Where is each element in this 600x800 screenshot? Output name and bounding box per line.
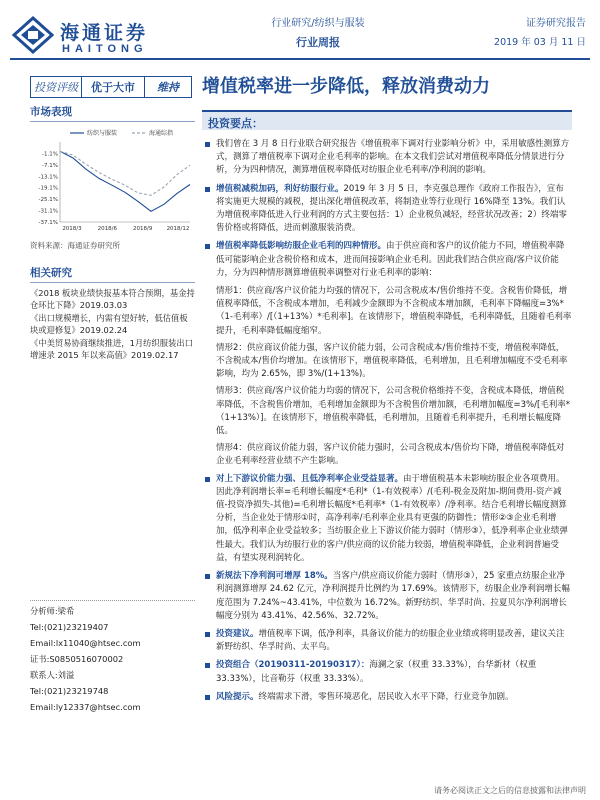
para-intro: 我们曾在 3 月 8 日行业联合研究报告《增值税率下调对行业影响分析》中，采用敏感性测算方式，测算了增值税率下调对企业毛利率的影响。在本文我们尝试对增值税率降低分情景进行分析，分为四种情况，测算增值税率降低对纺服企业毛利率/净利润的影响。 [202, 138, 572, 178]
y-tick-label: -25.1% [38, 197, 58, 204]
rating-value: 优于大市 [82, 77, 145, 97]
logo-english-name: HAITONG [62, 43, 148, 55]
investment-rating-box [30, 76, 192, 98]
report-category: 行业研究/纺织与服装 [271, 18, 365, 29]
related-item[interactable]: 《2018 板块业绩快报基本符合预期，基金持仓环比下降》2019.03.03 [30, 288, 195, 310]
para-net-profit: 对上下游议价能力强、且低净利率企业受益显著。由于增值税基本未影响纺服企业各项费用。因此净利润增长率=毛利增长幅度*毛利*（1-有效税率）/(毛利-税金及附加-期间费用-资产减值-投资净损失-其他)=毛利增长幅度*毛利率*（1-有效税率）/净利率。结合毛利增长幅度测算分析，当企业处于情形①时，高净利率/毛利率企业具有更强的防御性；情形②③企业毛利增加，低净利率企业受益较多；当纺服企业上下游议价能力弱时（情形③），低净利率企业业绩弹性最大。我们认为纺服行业的客户/供应商的议价能力较弱，增值税率降低，企业利润普遍受益，有望实现利润转化。 [202, 473, 572, 565]
report-type: 行业周报 [296, 36, 340, 49]
analyst-info [30, 600, 195, 715]
y-tick-label: -19.1% [38, 185, 58, 192]
related-heading: 相关研究 [30, 265, 195, 283]
market-chart-svg [30, 126, 195, 236]
y-tick-label: -13.1% [38, 174, 58, 181]
para-new-rule: 新规法下净利润可增厚 18%。当客户/供应商议价能力弱时（情形③），25 家重点纺服企业净利润测算增厚 24.62 亿元，净利润提升比例约为 17.69%。该情形下，纺服企业净利润增长幅度范围为 7.24%~43.41%，中位数为 16.72%。新野纺织、华孚时尚、拉夏贝尔净利润增长幅度分别为 43.41%、42.56%、32.72%。 [202, 570, 572, 623]
para-vat-cut: 增值税减税加码，利好纺服行业。2019 年 3 月 5 日，李克强总理作《政府工作报告》，宣布将实施更大规模的减税，提出深化增值税改革，将制造业等行业现行 16%降至 13%。我们认为增值税率降低进入行业利润的方式主要包括：1）企业税负减轻，经营状况改善；2）终端零售价格或将降低，进而刺激服装消费。 [202, 183, 572, 236]
haitong-logo-icon [12, 16, 54, 54]
legend-label: 纺织与服装 [87, 130, 118, 137]
y-tick-label: -31.1% [38, 208, 58, 215]
report-title: 增值税率进一步降低，释放消费动力 [202, 76, 490, 97]
series-line-2 [60, 151, 190, 195]
doc-type: 证券研究报告 [526, 18, 586, 29]
contact-tel: Tel:(021)23219748 [30, 686, 109, 696]
company-logo [10, 10, 180, 58]
disclaimer-footer: 请务必阅读正文之后的信息披露和法律声明 [434, 786, 586, 795]
case-1: 情形1：供应商/客户议价能力均强的情况下，公司含税成本/售价维持不变。含税售价降低，增值税率降低，不含税成本增加，毛利减少金额即为不含税成本增加额，毛利率下降幅度=3%*（1-毛利率）/[（1+13%）*毛利率]。在该情形下，增值税率降低，毛利率降低，且随着毛利率提升，毛利率降低幅度缩窄。 [216, 286, 572, 336]
analyst-tel: Tel:(021)23219407 [30, 622, 109, 632]
logo-chinese-name: 海通证券 [60, 22, 149, 44]
x-tick-label: 2018/12 [166, 226, 190, 232]
contact-email[interactable]: Email:ly12337@htsec.com [30, 702, 141, 712]
header-divider [10, 58, 590, 60]
chart-source: 资料来源：海通证券研究所 [30, 241, 120, 250]
case-2: 情形2：供应商议价能力强，客户议价能力弱，公司含税成本/售价维持不变，增值税率降低，不含税成本/售价均增加。在该情形下，增值税率降低，毛利增加，且毛利增加幅度不受毛利率影响，均为 2.65%，即 3%/(1+13%)。 [216, 342, 568, 380]
market-chart [30, 126, 195, 236]
y-tick-label: -37.1% [38, 220, 58, 226]
report-date: 2019 年 03 月 11 日 [494, 37, 586, 48]
y-tick-label: -7.1% [42, 162, 58, 169]
report-body [202, 138, 572, 709]
related-research-list [30, 287, 195, 361]
para-portfolio: 投资组合（20190311-20190317）：海澜之家（权重 33.33%），台华新材（权重 33.33%），比音勒芬（权重 33.33%）。 [202, 659, 572, 685]
y-tick-label: -1.1% [42, 151, 58, 158]
analyst-email[interactable]: Email:lx11040@htsec.com [30, 638, 141, 648]
x-tick-label: 2018/9 [132, 226, 153, 232]
analyst-cert: 证书:S0850516070002 [30, 654, 124, 664]
rating-label: 投资评级 [31, 77, 82, 97]
contact-name: 联系人:刘溢 [30, 670, 75, 680]
case-4: 情形4：供应商议价能力弱，客户议价能力强时，公司含税成本/售价均下降，增值税率降低对企业毛利率经营业绩不产生影响。 [216, 443, 565, 467]
left-sidebar [30, 104, 195, 362]
related-item[interactable]: 《出口规模增长，内需有望好转，低估值板块或迎修复》2019.02.24 [30, 313, 188, 335]
para-investment-advice: 投资建议。增值税率下调，低净利率，具备议价能力的纺服企业业绩或将明显改善，建议关注新野纺织、华孚时尚、太平鸟。 [202, 628, 572, 654]
x-tick-label: 2018/3 [62, 226, 82, 232]
para-risk: 风险提示。终端需求下滑，零售环境恶化，居民收入水平下降，行业竞争加剧。 [202, 691, 572, 704]
rating-action: 维持 [157, 81, 179, 94]
market-heading: 市场表现 [30, 104, 195, 122]
para-four-cases: 增值税率降低影响纺服企业毛利的四种情形。由于供应商和客户的议价能力不同，增值税率降低可能影响企业含税价格和成本，进而间接影响企业毛利。因此我们结合供应商/客户议价能力，分为四种情形测算增值税率调整对行业毛利率的影响： [202, 240, 572, 280]
analyst-name: 分析师:梁希 [30, 606, 75, 616]
related-item[interactable]: 《中美贸易协商继续推进，1月纺织服装出口增速录 2015 年以来高值》2019.02.17 [30, 338, 193, 360]
x-tick-label: 2018/6 [97, 226, 118, 232]
legend-label: 海通综指 [149, 130, 174, 137]
case-3: 情形3：供应商/客户议价能力均弱的情况下，公司含税价格维持不变，含税成本降低，增值税率降低，不含税售价增加，毛利增加金额即为不含税售价增加额，毛利增加幅度=3%/[毛利率*（1+13%）]。在该情形下，增值税率降低，毛利增加，且随着毛利率提升，毛利增长幅度降低。 [216, 386, 571, 437]
key-points-heading: 投资要点： [202, 110, 572, 130]
